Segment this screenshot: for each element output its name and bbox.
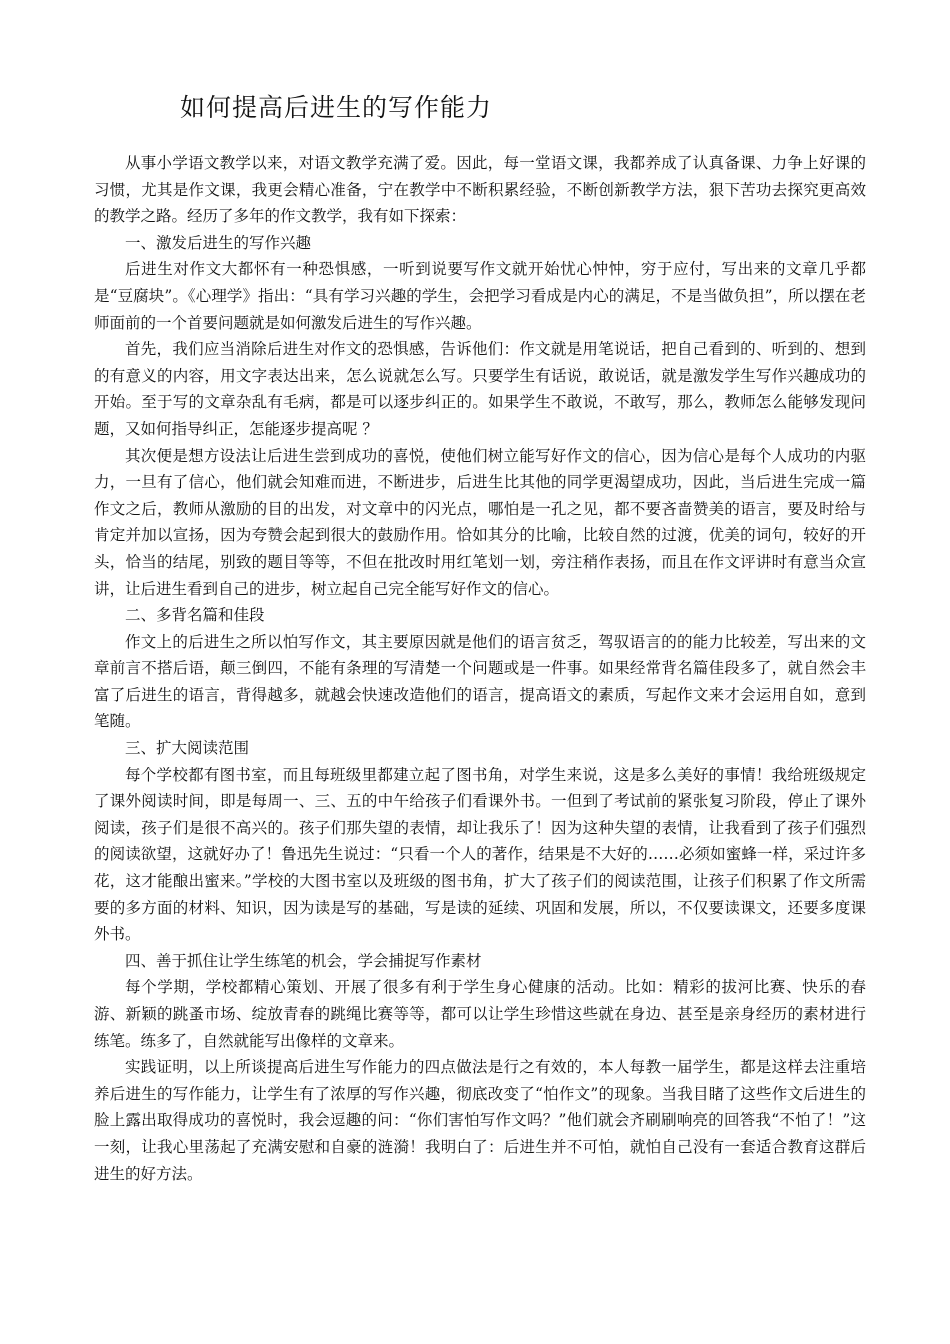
conclusion-paragraph: 实践证明，以上所谈提高后进生写作能力的四点做法是行之有效的，本人每教一届学生，都是这样去注重培养后进生的写作能力，让学生有了浓厚的写作兴趣，彻底改变了“怕作文”的现象。当我目睹了这些作文后进生的脸上露出取得成功的喜悦时，我会逗趣的问：“你们害怕写作文吗？”他们就会齐刷刷响亮的回答我“不怕了！”这一刻，让我心里荡起了充满安慰和自豪的涟漪！我明白了：后进生并不可怕，就怕自己没有一套适合教育这群后进生的好方法。: [94, 1058, 866, 1183]
paragraph: 后进生对作文大都怀有一种恐惧感，一听到说要写作文就开始忧心忡忡，穷于应付，写出来的文章几乎都是“豆腐块”。《心理学》指出：“具有学习兴趣的学生，会把学习看成是内心的满足，不是当做负担”，所以摆在老师面前的一个首要问题就是如何激发后进生的写作兴趣。: [94, 260, 866, 332]
document-title: 如何提高后进生的写作能力: [180, 93, 493, 122]
paragraph: 每个学校都有图书室，而且每班级里都建立起了图书角，对学生来说，这是多么美好的事情！我给班级规定了课外阅读时间，即是每周一、三、五的中午给孩子们看课外书。一但到了考试前的紧张复习阶段，停止了课外阅读，孩子们是很不高兴的。孩子们那失望的表情，却让我乐了！因为这种失望的表情，让我看到了孩子们强烈的阅读欲望，这就好办了！鲁迅先生说过：“只看一个人的著作，结果是不大好的……必须如蜜蜂一样，采过许多花，这才能酿出蜜来。”学校的大图书室以及班级的图书角，扩大了孩子们的阅读范围，让孩子们积累了作文所需要的多方面的材料、知识，因为读是写的基础，写是读的延续、巩固和发展，所以，不仅要读课文，还要多度课外书。: [94, 765, 866, 944]
paragraph: 首先，我们应当消除后进生对作文的恐惧感，告诉他们：作文就是用笔说话，把自己看到的、听到的、想到的有意义的内容，用文字表达出来，怎么说就怎么写。只要学生有话说，敢说话，就是激发学生写作兴趣成功的开始。至于写的文章杂乱有毛病，都是可以逐步纠正的。如果学生不敢说，不敢写，那么，教师怎么能够发现问题，又如何指导纠正，怎能逐步提高呢 ？: [94, 340, 866, 438]
section-heading-4: 四、善于抓住让学生练笔的机会，学会捕捉写作素材: [125, 951, 482, 970]
document-body: [94, 150, 866, 1187]
section-heading-1: 一、激发后进生的写作兴趣: [125, 233, 312, 252]
section-heading-2: 二、多背名篇和佳段: [125, 606, 265, 625]
paragraph: 其次便是想方设法让后进生尝到成功的喜悦，使他们树立能写好作文的信心，因为信心是每个人成功的内驱力，一旦有了信心，他们就会知难而进，不断进步，后进生比其他的同学更渴望成功，因此，当后进生完成一篇作文之后，教师从激励的目的出发，对文章中的闪光点，哪怕是一孔之见，都不要吝啬赞美的语言，要及时给与肯定并加以宣扬，因为夸赞会起到很大的鼓励作用。恰如其分的比喻，比较自然的过渡，优美的词句，较好的开头，恰当的结尾，别致的题目等等，不但在批改时用红笔划一划，旁注稍作表扬，而且在作文评讲时有意当众宣讲，让后进生看到自己的进步，树立起自己完全能写好作文的信心。: [94, 446, 866, 598]
paragraph: 作文上的后进生之所以怕写作文，其主要原因就是他们的语言贫乏，驾驭语言的的能力比较差，写出来的文章前言不搭后语，颠三倒四，不能有条理的写清楚一个问题或是一件事。如果经常背名篇佳段多了，就自然会丰富了后进生的语言，背得越多，就越会快速改造他们的语言，提高语文的素质，写起作文来才会运用自如，意到笔随。: [94, 632, 866, 731]
section-heading-3: 三、扩大阅读范围: [125, 739, 250, 758]
paragraph: 每个学期，学校都精心策划、开展了很多有利于学生身心健康的活动。比如：精彩的拔河比赛、快乐的春游、新颖的跳蚤市场、绽放青春的跳绳比赛等等，都可以让学生珍惜这些就在身边、甚至是亲身经历的素材进行练笔。练多了，自然就能写出像样的文章来。: [94, 978, 866, 1050]
intro-paragraph: 从事小学语文教学以来，对语文教学充满了爱。因此，每一堂语文课，我都养成了认真备课、力争上好课的习惯，尤其是作文课，我更会精心准备，宁在教学中不断积累经验，不断创新教学方法，狠下苦功去探究更高效的教学之路。经历了多年的作文教学，我有如下探索：: [94, 154, 866, 226]
